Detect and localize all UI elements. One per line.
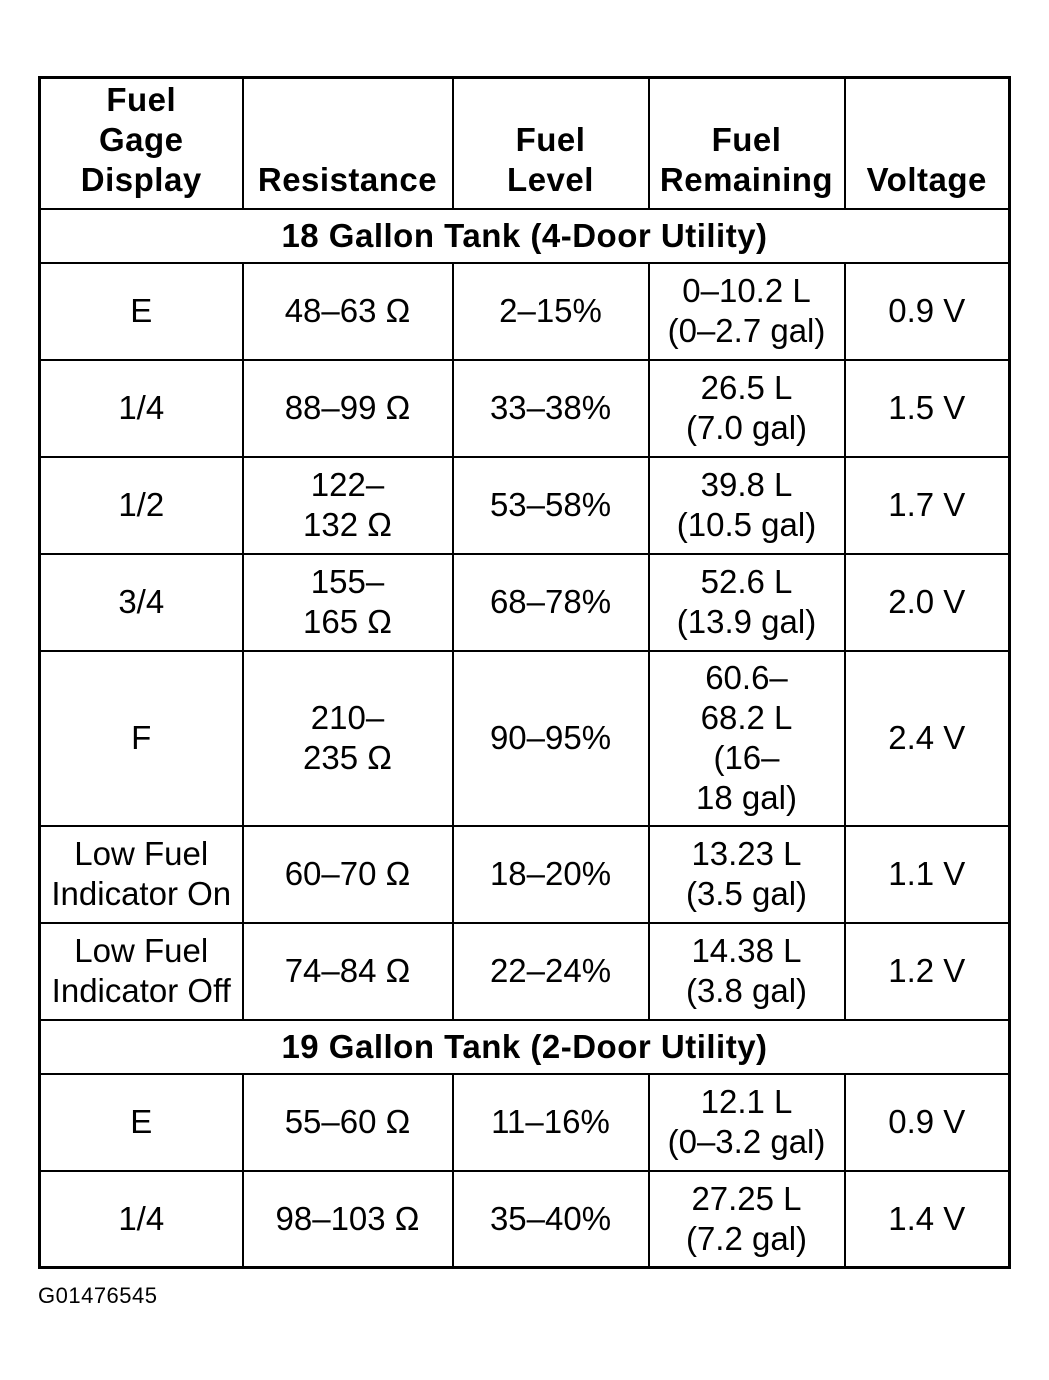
cell-voltage: 1.5 V <box>845 360 1010 457</box>
cell-fuel-remaining: 12.1 L (0–3.2 gal) <box>649 1074 845 1171</box>
cell-resistance: 60–70 Ω <box>243 826 453 923</box>
cell-gage-display: E <box>40 263 243 360</box>
cell-gage-display: 1/4 <box>40 1171 243 1268</box>
cell-fuel-level: 2–15% <box>453 263 649 360</box>
table-row <box>40 457 1010 554</box>
cell-fuel-remaining: 13.23 L (3.5 gal) <box>649 826 845 923</box>
header-fuel-gage-display: Fuel Gage Display <box>40 78 243 209</box>
figure-id: G01476545 <box>38 1283 158 1308</box>
cell-fuel-remaining: 60.6– 68.2 L (16– 18 gal) <box>649 651 845 826</box>
header-fuel-level: Fuel Level <box>453 78 649 209</box>
cell-resistance: 74–84 Ω <box>243 923 453 1020</box>
section-title: 19 Gallon Tank (2-Door Utility) <box>40 1020 1010 1074</box>
header-row <box>40 78 1010 209</box>
cell-gage-display: Low Fuel Indicator On <box>40 826 243 923</box>
cell-fuel-level: 22–24% <box>453 923 649 1020</box>
section-header-row <box>40 1020 1010 1074</box>
cell-voltage: 2.0 V <box>845 554 1010 651</box>
cell-resistance: 55–60 Ω <box>243 1074 453 1171</box>
cell-resistance: 98–103 Ω <box>243 1171 453 1268</box>
cell-resistance: 155– 165 Ω <box>243 554 453 651</box>
cell-voltage: 0.9 V <box>845 263 1010 360</box>
header-resistance: Resistance <box>243 78 453 209</box>
section-header-row <box>40 209 1010 263</box>
cell-fuel-remaining: 52.6 L (13.9 gal) <box>649 554 845 651</box>
cell-resistance: 48–63 Ω <box>243 263 453 360</box>
cell-voltage: 1.1 V <box>845 826 1010 923</box>
cell-fuel-remaining: 0–10.2 L (0–2.7 gal) <box>649 263 845 360</box>
table-row <box>40 1074 1010 1171</box>
cell-gage-display: F <box>40 651 243 826</box>
table-row <box>40 651 1010 826</box>
table-row <box>40 554 1010 651</box>
cell-gage-display: 1/4 <box>40 360 243 457</box>
cell-voltage: 2.4 V <box>845 651 1010 826</box>
cell-resistance: 88–99 Ω <box>243 360 453 457</box>
table-row <box>40 923 1010 1020</box>
cell-fuel-remaining: 14.38 L (3.8 gal) <box>649 923 845 1020</box>
cell-fuel-remaining: 39.8 L (10.5 gal) <box>649 457 845 554</box>
cell-fuel-level: 68–78% <box>453 554 649 651</box>
header-voltage: Voltage <box>845 78 1010 209</box>
cell-fuel-level: 35–40% <box>453 1171 649 1268</box>
cell-fuel-level: 90–95% <box>453 651 649 826</box>
cell-voltage: 1.4 V <box>845 1171 1010 1268</box>
cell-voltage: 0.9 V <box>845 1074 1010 1171</box>
section-title: 18 Gallon Tank (4-Door Utility) <box>40 209 1010 263</box>
cell-fuel-remaining: 27.25 L (7.2 gal) <box>649 1171 845 1268</box>
cell-gage-display: 1/2 <box>40 457 243 554</box>
table-row <box>40 263 1010 360</box>
fuel-gage-table <box>38 76 1011 1269</box>
table-row <box>40 360 1010 457</box>
cell-gage-display: E <box>40 1074 243 1171</box>
cell-gage-display: 3/4 <box>40 554 243 651</box>
cell-fuel-level: 11–16% <box>453 1074 649 1171</box>
cell-voltage: 1.2 V <box>845 923 1010 1020</box>
header-fuel-remaining: Fuel Remaining <box>649 78 845 209</box>
table-row <box>40 1171 1010 1268</box>
cell-gage-display: Low Fuel Indicator Off <box>40 923 243 1020</box>
table-row <box>40 826 1010 923</box>
cell-fuel-level: 33–38% <box>453 360 649 457</box>
cell-fuel-level: 18–20% <box>453 826 649 923</box>
table-body <box>40 209 1010 1268</box>
cell-fuel-level: 53–58% <box>453 457 649 554</box>
cell-resistance: 122– 132 Ω <box>243 457 453 554</box>
cell-fuel-remaining: 26.5 L (7.0 gal) <box>649 360 845 457</box>
cell-voltage: 1.7 V <box>845 457 1010 554</box>
cell-resistance: 210– 235 Ω <box>243 651 453 826</box>
